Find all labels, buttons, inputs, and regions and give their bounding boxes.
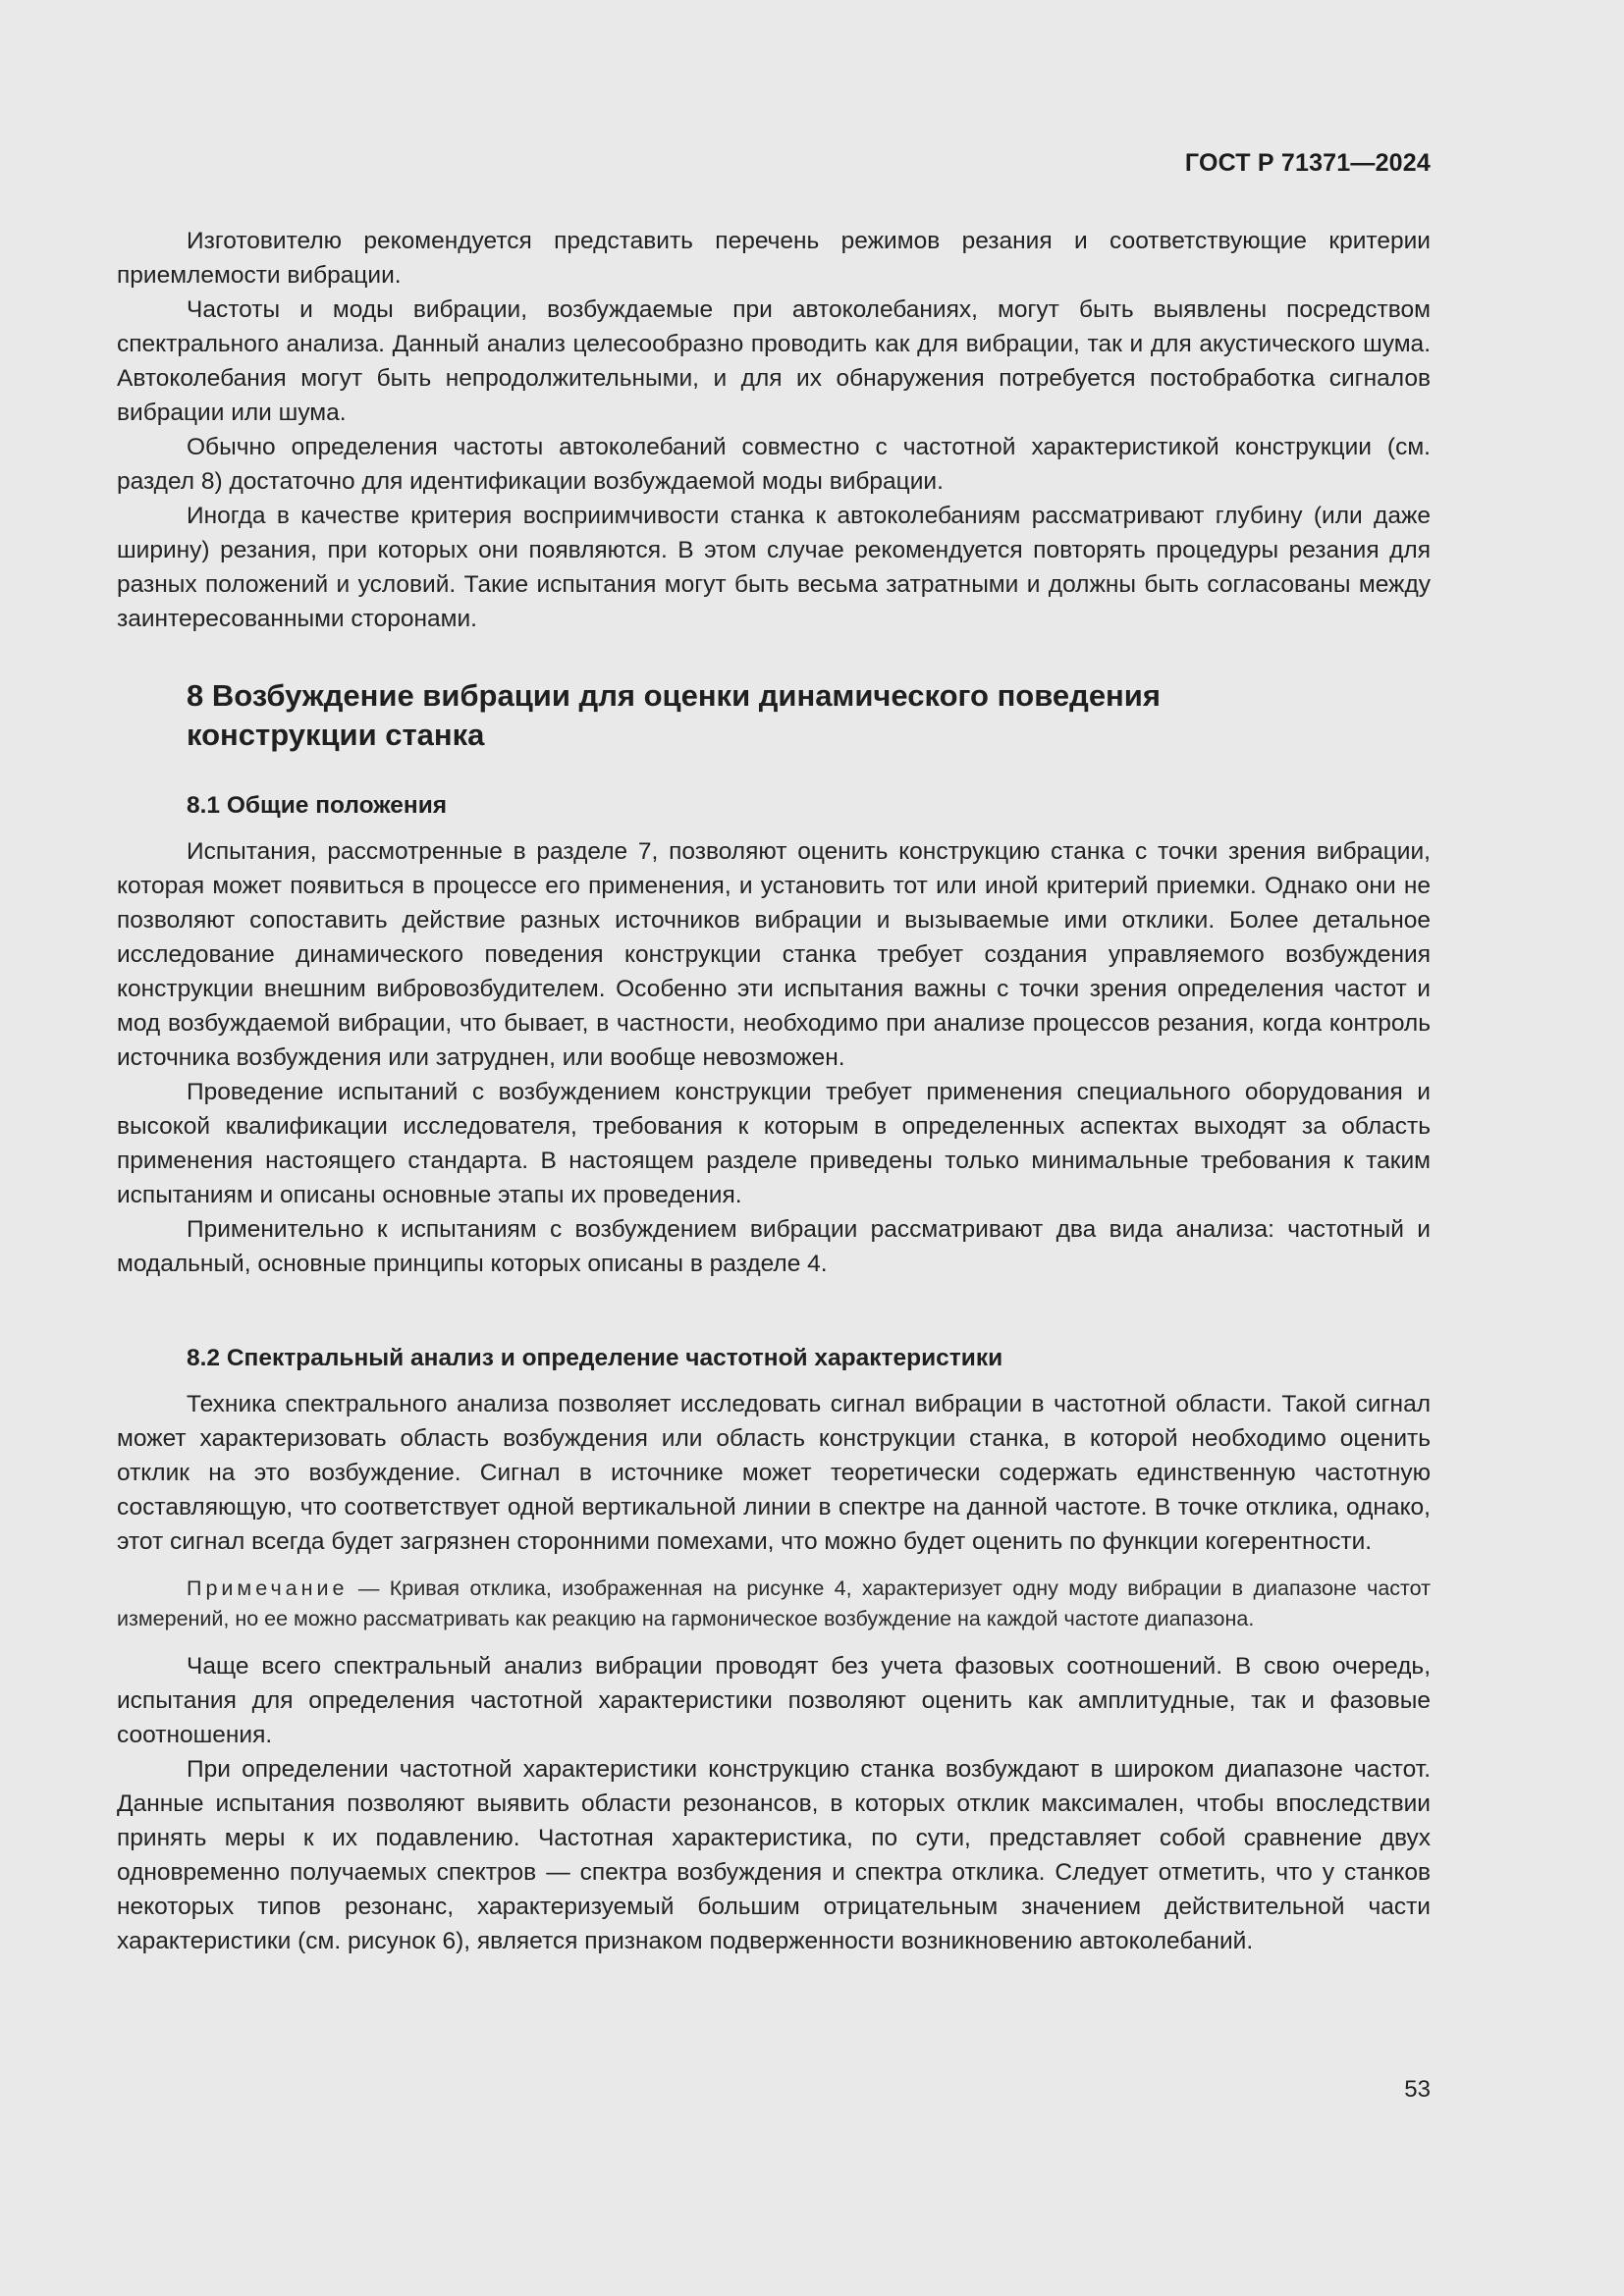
paragraph: Проведение испытаний с возбуждением конструкции требует применения специального оборудования и высокой квалификации исследователя, требования к которым в определенных аспектах выходят за область применения настоящего стандарта. В настоящем разделе приведены только минимальные требования к таким испытаниям и описаны основные этапы их проведения. (117, 1079, 1431, 1208)
note-label: Примечание (187, 1576, 349, 1600)
page-number: 53 (1404, 2076, 1431, 2103)
note-text: — Кривая отклика, изображенная на рисунке 4, характеризует одну моду вибрации в диапазоне частот измерений, но ее можно рассматривать как реакцию на гармоническое возбуждение на каждой частоте диапазона. (117, 1576, 1431, 1630)
section-title-line-2: конструкции станка (187, 718, 485, 752)
paragraph: Испытания, рассмотренные в разделе 7, позволяют оценить конструкцию станка с точки зрения вибрации, которая может появиться в процессе его применения, и установить тот или иной критерий приемки. Однако они не позволяют сопоставить действие разных источников вибрации и вызываемые ими отклики. Более детальное исследование динамического поведения конструкции станка требует создания управляемого возбуждения конструкции внешним вибровозбудителем. Особенно эти испытания важны с точки зрения определения частот и мод возбуждаемой вибрации, что бывает, в частности, необходимо при анализе процессов резания, когда контроль источника возбуждения или затруднен, или вообще невозможен. (117, 838, 1431, 1071)
note (117, 1574, 1431, 1634)
document-header: ГОСТ Р 71371—2024 (1184, 149, 1431, 177)
paragraph: Техника спектрального анализа позволяет исследовать сигнал вибрации в частотной области. Такой сигнал может характеризовать область возбуждения или область конструкции станка, в которой необходимо оценить отклик на это возбуждение. Сигнал в источнике может теоретически содержать единственную частотную составляющую, что соответствует одной вертикальной линии в спектре на данной частоте. В точке отклика, однако, этот сигнал всегда будет загрязнен сторонними помехами, что можно будет оценить по функции когерентности. (117, 1391, 1431, 1555)
subsection-title: 8.1 Общие положения (187, 792, 448, 819)
paragraph: Применительно к испытаниям с возбуждением вибрации рассматривают два вида анализа: частотный и модальный, основные принципы которых описаны в разделе 4. (117, 1216, 1431, 1277)
paragraph: Частоты и моды вибрации, возбуждаемые при автоколебаниях, могут быть выявлены посредством спектрального анализа. Данный анализ целесообразно проводить как для вибрации, так и для акустического шума. Автоколебания могут быть непродолжительными, и для их обнаружения потребуется постобработка сигналов вибрации или шума. (117, 296, 1431, 426)
paragraph: Изготовителю рекомендуется представить перечень режимов резания и соответствующие критерии приемлемости вибрации. (117, 228, 1431, 289)
subsection-8-1 (117, 788, 1431, 1281)
paragraph: Обычно определения частоты автоколебаний совместно с частотной характеристикой конструкции (см. раздел 8) достаточно для идентификации возбуждаемой моды вибрации. (117, 434, 1431, 495)
subsection-title: 8.2 Спектральный анализ и определение частотной характеристики (187, 1345, 1003, 1371)
intro-text (117, 224, 1431, 636)
paragraph: Чаще всего спектральный анализ вибрации проводят без учета фазовых соотношений. В свою очередь, испытания для определения частотной характеристики позволяют оценить как амплитудные, так и фазовые соотношения. (117, 1653, 1431, 1748)
paragraph: При определении частотной характеристики конструкцию станка возбуждают в широком диапазоне частот. Данные испытания позволяют выявить области резонансов, в которых отклик максимален, чтобы впоследствии принять меры к их подавлению. Частотная характеристика, по сути, представляет собой сравнение двух одновременно получаемых спектров — спектра возбуждения и спектра отклика. Следует отметить, что у станков некоторых типов резонанс, характеризуемый большим отрицательным значением действительной части характеристики (см. рисунок 6), является признаком подверженности возникновению автоколебаний. (117, 1756, 1431, 1954)
subsection-8-2 (117, 1341, 1431, 1958)
section-title-line-1: 8 Возбуждение вибрации для оценки динамического поведения (187, 678, 1161, 713)
paragraph: Иногда в качестве критерия восприимчивости станка к автоколебаниям рассматривают глубину (или даже ширину) резания, при которых они появляются. В этом случае рекомендуется повторять процедуры резания для разных положений и условий. Такие испытания могут быть весьма затратными и должны быть согласованы между заинтересованными сторонами. (117, 503, 1431, 632)
section-8-heading (117, 676, 1431, 755)
